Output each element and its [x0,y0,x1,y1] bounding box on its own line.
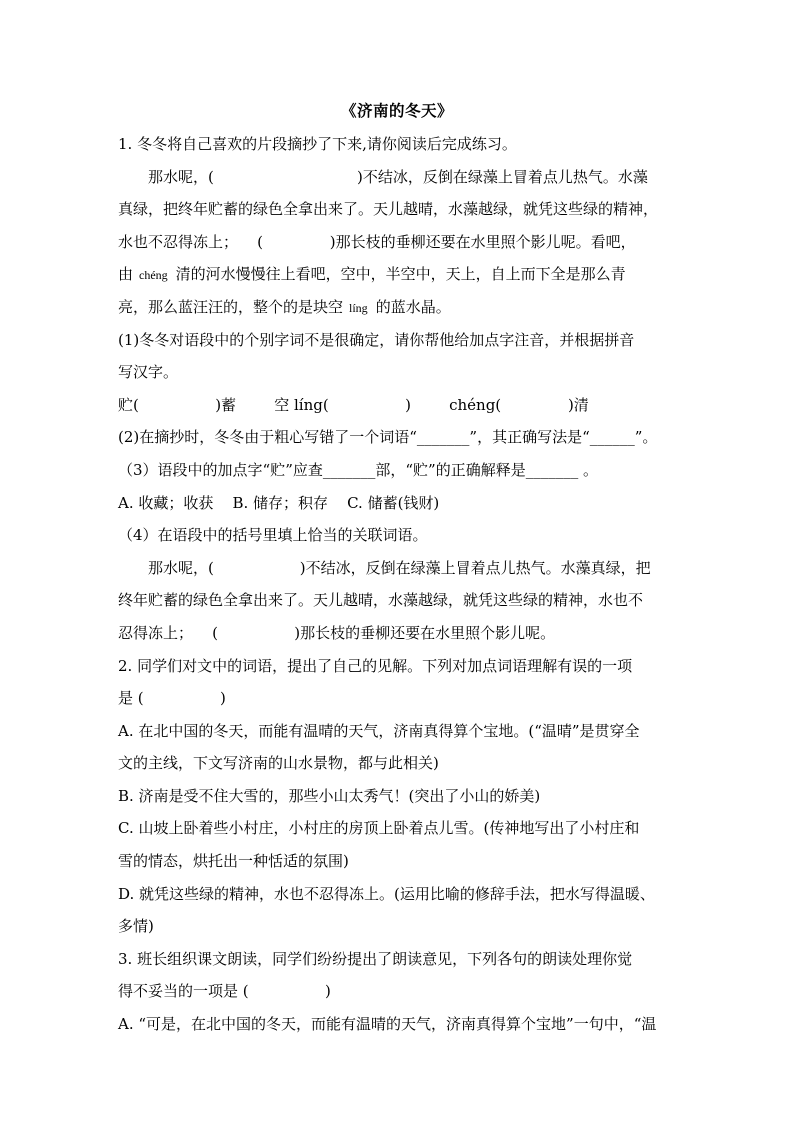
question-2-option-c-cont: 雪的情态，烘托出一种恬适的氛围) [118,852,349,871]
question-2-answer [118,682,678,715]
sub-question-1-cont: 写汉字。 [118,363,179,382]
passage-text: 水也不忍得冻上； [118,232,239,251]
question-3-prompt: 3. 班长组织课文朗读，同学们纷纷提出了朗读意见，下列各句的朗读处理你觉 [118,949,633,968]
question-3-answer [118,975,678,1008]
question-3-option-a: A. “可是，在北中国的冬天，而能有温晴的天气，济南真得算个宝地”一句中，“温 [118,1015,657,1034]
passage-text: 那水呢，( [148,558,214,577]
question-2-option-d-cont: 多情) [118,917,154,936]
answer-label: ) [405,395,411,414]
question-2-prompt: 2. 同学们对文中的词语，提出了自己的见解。下列对加点词语理解有误的一项 [118,656,633,675]
document-body [118,128,678,1041]
question-2-option-d: D. 就凭这些绿的精神，水也不忍得冻上。(运用比喻的修辞手法，把水写得温暖、 [118,884,655,903]
options-row [118,487,678,520]
answer-label: 是 ( [118,689,144,708]
pinyin-answer-row [118,389,678,422]
passage-text: 那水呢，( [148,167,214,186]
sub-question-3: （3）语段中的加点字“贮”应查_______部，“贮”的正确解释是_______ 。 [118,460,598,479]
option-b: B. 储存；积存 [232,493,329,512]
passage-line: 真绿，把终年贮蓄的绿色全拿出来了。天儿越晴，水藻越绿，就凭这些绿的精神， [118,200,659,219]
sub-question-1: (1)冬冬对语段中的个别字词不是很确定，请你帮他给加点字注音，并根据拼音 [118,330,635,349]
passage-text: 亮，那么蓝汪汪的，整个的是块空 [118,297,344,316]
question-2-option-a: A. 在北中国的冬天，而能有温晴的天气，济南真得算个宝地。(“温晴”是贯穿全 [118,721,640,740]
passage-text: ( [212,623,218,642]
answer-label: 得不妥当的一项是 ( [118,982,249,1001]
passage-text: 由 [118,265,134,284]
passage-line: 终年贮蓄的绿色全拿出来了。天儿越晴，水藻越绿，就凭这些绿的精神，水也不 [118,591,644,610]
answer-label: )清 [567,395,589,414]
passage-text: ( [257,232,263,251]
passage-text: )那长枝的垂柳还要在水里照个影儿呢。 [294,623,556,642]
passage-text: 忍得冻上； [118,623,194,642]
answer-label: )蓄 [215,395,237,414]
passage-line [118,226,678,259]
sub-question-4: （4）在语段中的括号里填上恰当的关联词语。 [118,526,428,545]
question-2-option-a-cont: 文的主线，下文写济南的山水景物，都与此相关) [118,754,439,773]
option-a: A. 收藏；收获 [118,493,214,512]
answer-label: 空 líng( [274,395,329,414]
passage-line [118,161,678,194]
answer-label: chéng( [449,395,502,414]
answer-label: ) [324,982,331,1001]
passage-line [118,291,678,324]
passage-text: )不结冰，反倒在绿藻上冒着点儿热气。水藻 [357,167,648,186]
question-2-option-c: C. 山坡上卧着些小村庄，小村庄的房顶上卧着点儿雪。(传神地写出了小村庄和 [118,819,640,838]
option-c: C. 储蓄(钱财) [347,493,440,512]
question-1-prompt: 1. 冬冬将自己喜欢的片段摘抄了下来,请你阅读后完成练习。 [118,135,517,153]
passage-line [118,617,678,650]
passage-text: 清的河水慢慢往上看吧，空中，半空中，天上，自上而下全是那么青 [175,265,626,284]
question-2-option-b: B. 济南是受不住大雪的，那些小山太秀气！(突出了小山的娇美) [118,786,541,805]
passage-text: 的蓝水晶。 [375,297,451,316]
answer-label: ) [219,689,226,708]
passage-line [118,258,678,291]
sub-question-2: (2)在摘抄时，冬冬由于粗心写错了一个词语“_______”，其正确写法是“______”。 [118,428,658,447]
document-title: 《济南的冬天》 [340,101,453,120]
passage-line [118,552,678,585]
pinyin-ling: líng [349,300,368,315]
pinyin-cheng: chéng [139,268,168,283]
passage-text: )那长枝的垂柳还要在水里照个影儿呢。看吧， [329,232,636,251]
answer-label: 贮( [118,395,139,414]
passage-text: )不结冰，反倒在绿藻上冒着点儿热气。水藻真绿，把 [299,558,651,577]
